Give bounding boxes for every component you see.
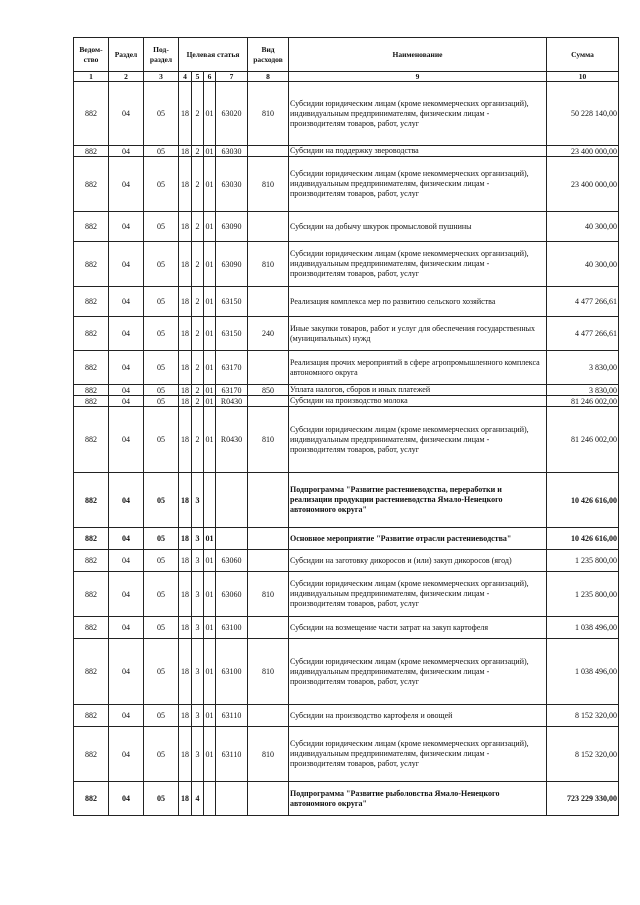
name-cell: Субсидии юридическим лицам (кроме некоммерческих организаций), индивидуальным предпринимателям, физическим лицам - производителям товаров, работ, услуг (289, 639, 547, 705)
header-vedomstvo: Ведом-ство (74, 38, 109, 72)
vedomstvo-cell: 882 (74, 473, 109, 528)
podrazdel-cell: 05 (144, 157, 179, 212)
vid-raskhodov-cell (248, 287, 289, 317)
table-row (74, 705, 619, 727)
podrazdel-cell: 05 (144, 82, 179, 146)
vedomstvo-cell: 882 (74, 212, 109, 242)
vid-raskhodov-cell: 810 (248, 82, 289, 146)
target-event-cell (204, 782, 216, 816)
table-row (74, 212, 619, 242)
name-cell: Субсидии на заготовку дикоросов и (или) закуп дикоросов (ягод) (289, 550, 547, 572)
target-program-cell: 18 (179, 351, 192, 385)
table-row (74, 146, 619, 157)
target-program-cell: 18 (179, 782, 192, 816)
podrazdel-cell: 05 (144, 242, 179, 287)
target-event-cell: 01 (204, 407, 216, 473)
podrazdel-cell: 05 (144, 317, 179, 351)
razdel-cell: 04 (109, 212, 144, 242)
razdel-cell: 04 (109, 639, 144, 705)
target-subprogram-cell: 2 (192, 146, 204, 157)
target-subprogram-cell: 2 (192, 242, 204, 287)
target-program-cell: 18 (179, 385, 192, 396)
vedomstvo-cell: 882 (74, 385, 109, 396)
vid-raskhodov-cell (248, 617, 289, 639)
name-cell: Субсидии юридическим лицам (кроме некоммерческих организаций), индивидуальным предпринимателям, физическим лицам - производителям товаров, работ, услуг (289, 407, 547, 473)
sum-cell: 3 830,00 (547, 351, 619, 385)
name-cell: Субсидии на производство молока (289, 396, 547, 407)
name-cell: Субсидии юридическим лицам (кроме некоммерческих организаций), индивидуальным предпринимателям, физическим лицам - производителям товаров, работ, услуг (289, 572, 547, 617)
target-event-cell: 01 (204, 82, 216, 146)
vid-raskhodov-cell: 810 (248, 727, 289, 782)
target-subprogram-cell: 2 (192, 212, 204, 242)
target-subprogram-cell: 2 (192, 385, 204, 396)
target-code-cell: 63110 (216, 705, 248, 727)
target-event-cell: 01 (204, 639, 216, 705)
target-program-cell: 18 (179, 705, 192, 727)
target-program-cell: 18 (179, 727, 192, 782)
target-subprogram-cell: 3 (192, 639, 204, 705)
razdel-cell: 04 (109, 157, 144, 212)
target-event-cell: 01 (204, 572, 216, 617)
vid-raskhodov-cell (248, 212, 289, 242)
table-row (74, 385, 619, 396)
razdel-cell: 04 (109, 242, 144, 287)
razdel-cell: 04 (109, 528, 144, 550)
target-subprogram-cell: 2 (192, 317, 204, 351)
col-number: 1 (74, 72, 109, 82)
razdel-cell: 04 (109, 572, 144, 617)
target-event-cell: 01 (204, 351, 216, 385)
podrazdel-cell: 05 (144, 782, 179, 816)
col-number: 7 (216, 72, 248, 82)
sum-cell: 723 229 330,00 (547, 782, 619, 816)
vid-raskhodov-cell (248, 528, 289, 550)
podrazdel-cell: 05 (144, 385, 179, 396)
table-row (74, 317, 619, 351)
target-code-cell: R0430 (216, 396, 248, 407)
razdel-cell: 04 (109, 727, 144, 782)
col-number: 2 (109, 72, 144, 82)
name-cell: Основное мероприятие "Развитие отрасли растениеводства" (289, 528, 547, 550)
sum-cell: 10 426 616,00 (547, 473, 619, 528)
razdel-cell: 04 (109, 407, 144, 473)
vedomstvo-cell: 882 (74, 157, 109, 212)
target-code-cell: 63090 (216, 212, 248, 242)
sum-cell: 23 400 000,00 (547, 146, 619, 157)
razdel-cell: 04 (109, 82, 144, 146)
vedomstvo-cell: 882 (74, 727, 109, 782)
table-row (74, 550, 619, 572)
name-cell: Субсидии юридическим лицам (кроме некоммерческих организаций), индивидуальным предпринимателям, физическим лицам - производителям товаров, работ, услуг (289, 242, 547, 287)
col-number: 4 (179, 72, 192, 82)
target-event-cell: 01 (205, 396, 214, 406)
podrazdel-cell: 05 (144, 639, 179, 705)
target-code-cell (216, 528, 248, 550)
table-row (74, 727, 619, 782)
header-name: Наименование (289, 38, 547, 72)
target-program-cell: 18 (179, 572, 192, 617)
name-cell: Субсидии юридическим лицам (кроме некоммерческих организаций), индивидуальным предпринимателям, физическим лицам - производителям товаров, работ, услуг (289, 82, 547, 146)
podrazdel-cell: 05 (144, 572, 179, 617)
budget-table (73, 37, 619, 816)
target-subprogram-cell: 3 (192, 550, 204, 572)
razdel-cell: 04 (109, 705, 144, 727)
podrazdel-cell: 05 (144, 528, 179, 550)
vid-raskhodov-cell: 810 (248, 572, 289, 617)
sum-cell: 40 300,00 (547, 242, 619, 287)
vedomstvo-cell: 882 (74, 317, 109, 351)
sum-cell: 1 235 800,00 (547, 550, 619, 572)
name-cell: Иные закупки товаров, работ и услуг для обеспечения государственных (муниципальных) нужд (289, 317, 547, 351)
sum-cell: 81 246 002,00 (547, 396, 619, 407)
table-body (74, 82, 619, 816)
name-cell: Субсидии юридическим лицам (кроме некоммерческих организаций), индивидуальным предпринимателям, физическим лицам - производителям товаров, работ, услуг (289, 157, 547, 212)
target-program-cell: 18 (179, 212, 192, 242)
sum-cell: 4 477 266,61 (547, 287, 619, 317)
target-event-cell: 01 (204, 528, 216, 550)
sum-cell: 1 038 496,00 (547, 639, 619, 705)
target-code-cell: 63170 (216, 351, 248, 385)
vedomstvo-cell: 882 (74, 528, 109, 550)
sum-cell: 50 228 140,00 (547, 82, 619, 146)
target-code-cell: 63020 (216, 82, 248, 146)
sum-cell: 1 235 800,00 (547, 572, 619, 617)
podrazdel-cell: 05 (144, 727, 179, 782)
sum-cell: 8 152 320,00 (547, 705, 619, 727)
name-cell: Реализация комплекса мер по развитию сельского хозяйства (289, 287, 547, 317)
vedomstvo-cell: 882 (74, 407, 109, 473)
target-subprogram-cell: 3 (192, 727, 204, 782)
target-event-cell: 01 (204, 617, 216, 639)
sum-cell: 4 477 266,61 (547, 317, 619, 351)
target-event-cell (204, 473, 216, 528)
podrazdel-cell: 05 (144, 705, 179, 727)
razdel-cell: 04 (109, 617, 144, 639)
razdel-cell: 04 (109, 146, 144, 157)
name-cell: Субсидии на производство картофеля и овощей (289, 705, 547, 727)
target-program-cell: 18 (179, 550, 192, 572)
col-number: 9 (289, 72, 547, 82)
sum-cell: 1 038 496,00 (547, 617, 619, 639)
target-code-cell: R0430 (216, 407, 248, 473)
target-event-cell: 01 (205, 146, 214, 156)
table-row (74, 639, 619, 705)
target-event-cell: 01 (204, 287, 216, 317)
name-cell: Реализация прочих мероприятий в сфере агропромышленного комплекса автономного округа (289, 351, 547, 385)
table-row (74, 407, 619, 473)
table-row (74, 157, 619, 212)
vedomstvo-cell: 882 (74, 82, 109, 146)
target-subprogram-cell: 2 (192, 407, 204, 473)
target-subprogram-cell: 4 (192, 782, 204, 816)
target-program-cell: 18 (179, 396, 192, 407)
razdel-cell: 04 (109, 473, 144, 528)
table-row (74, 396, 619, 407)
target-program-cell: 18 (179, 82, 192, 146)
col-number: 6 (204, 72, 216, 82)
podrazdel-cell: 05 (144, 287, 179, 317)
header-vid-raskhodov: Вид расходов (248, 38, 289, 72)
target-subprogram-cell: 3 (192, 617, 204, 639)
vedomstvo-cell: 882 (74, 146, 109, 157)
vid-raskhodov-cell (248, 705, 289, 727)
col-number: 10 (547, 72, 619, 82)
vid-raskhodov-cell (248, 550, 289, 572)
name-cell: Субсидии юридическим лицам (кроме некоммерческих организаций), индивидуальным предпринимателям, физическим лицам - производителям товаров, работ, услуг (289, 727, 547, 782)
target-program-cell: 18 (179, 242, 192, 287)
header-sum: Сумма (547, 38, 619, 72)
podrazdel-cell: 05 (144, 351, 179, 385)
vid-raskhodov-cell: 850 (248, 385, 289, 396)
target-program-cell: 18 (179, 317, 192, 351)
razdel-cell: 04 (109, 351, 144, 385)
header-target-article: Целевая статья (179, 38, 248, 72)
target-subprogram-cell: 2 (192, 82, 204, 146)
target-code-cell: 63170 (216, 385, 248, 396)
podrazdel-cell: 05 (144, 617, 179, 639)
header-row (74, 38, 619, 72)
podrazdel-cell: 05 (144, 396, 179, 407)
table-row (74, 351, 619, 385)
sum-cell: 81 246 002,00 (547, 407, 619, 473)
table-row (74, 287, 619, 317)
podrazdel-cell: 05 (144, 146, 179, 157)
table-row (74, 242, 619, 287)
target-subprogram-cell: 2 (192, 396, 204, 407)
target-code-cell: 63150 (216, 287, 248, 317)
target-event-cell: 01 (204, 242, 216, 287)
name-cell: Уплата налогов, сборов и иных платежей (289, 385, 547, 396)
target-code-cell: 63150 (216, 317, 248, 351)
razdel-cell: 04 (109, 782, 144, 816)
col-number: 5 (192, 72, 204, 82)
razdel-cell: 04 (109, 385, 144, 396)
target-program-cell: 18 (179, 157, 192, 212)
sum-cell: 3 830,00 (547, 385, 619, 396)
target-code-cell: 63060 (216, 550, 248, 572)
vid-raskhodov-cell (248, 782, 289, 816)
target-code-cell: 63110 (216, 727, 248, 782)
table-row (74, 82, 619, 146)
sum-cell: 8 152 320,00 (547, 727, 619, 782)
target-code-cell: 63100 (216, 617, 248, 639)
name-cell: Субсидии на поддержку звероводства (289, 146, 547, 157)
sum-cell: 40 300,00 (547, 212, 619, 242)
target-code-cell (216, 782, 248, 816)
vedomstvo-cell: 882 (74, 705, 109, 727)
target-program-cell: 18 (179, 528, 192, 550)
vid-raskhodov-cell: 810 (248, 407, 289, 473)
table-row (74, 572, 619, 617)
vedomstvo-cell: 882 (74, 782, 109, 816)
vid-raskhodov-cell: 810 (248, 157, 289, 212)
vedomstvo-cell: 882 (74, 351, 109, 385)
target-subprogram-cell: 3 (192, 528, 204, 550)
razdel-cell: 04 (109, 550, 144, 572)
target-code-cell: 63100 (216, 639, 248, 705)
target-code-cell: 63030 (216, 146, 248, 157)
vedomstvo-cell: 882 (74, 639, 109, 705)
header-razdel: Раздел (109, 38, 144, 72)
vid-raskhodov-cell (248, 351, 289, 385)
target-subprogram-cell: 3 (192, 473, 204, 528)
vid-raskhodov-cell: 240 (248, 317, 289, 351)
podrazdel-cell: 05 (144, 473, 179, 528)
header-podrazdel: Под-раздел (144, 38, 179, 72)
target-program-cell: 18 (179, 146, 192, 157)
target-program-cell: 18 (179, 407, 192, 473)
table-row (74, 473, 619, 528)
target-event-cell: 01 (204, 212, 216, 242)
target-event-cell: 01 (204, 157, 216, 212)
col-number: 3 (144, 72, 179, 82)
vedomstvo-cell: 882 (74, 572, 109, 617)
target-program-cell: 18 (179, 639, 192, 705)
vid-raskhodov-cell (248, 473, 289, 528)
target-code-cell: 63030 (216, 157, 248, 212)
podrazdel-cell: 05 (144, 550, 179, 572)
razdel-cell: 04 (109, 287, 144, 317)
table-row (74, 617, 619, 639)
column-number-row (74, 72, 619, 82)
vedomstvo-cell: 882 (74, 287, 109, 317)
name-cell: Подпрограмма "Развитие растениеводства, переработки и реализации продукции растениеводства Ямало-Ненецкого автономного округа" (289, 473, 547, 528)
vedomstvo-cell: 882 (74, 242, 109, 287)
name-cell: Субсидии на возмещение части затрат на закуп картофеля (289, 617, 547, 639)
vid-raskhodov-cell: 810 (248, 639, 289, 705)
target-subprogram-cell: 3 (192, 572, 204, 617)
vid-raskhodov-cell (248, 146, 289, 157)
target-event-cell: 01 (204, 705, 216, 727)
target-event-cell: 01 (204, 550, 216, 572)
vedomstvo-cell: 882 (74, 396, 109, 407)
target-subprogram-cell: 2 (192, 157, 204, 212)
vedomstvo-cell: 882 (74, 550, 109, 572)
col-number: 8 (248, 72, 289, 82)
target-event-cell: 01 (205, 385, 214, 395)
podrazdel-cell: 05 (144, 212, 179, 242)
vid-raskhodov-cell: 810 (248, 242, 289, 287)
vid-raskhodov-cell (248, 396, 289, 407)
target-program-cell: 18 (179, 473, 192, 528)
vedomstvo-cell: 882 (74, 617, 109, 639)
target-program-cell: 18 (179, 617, 192, 639)
sum-cell: 10 426 616,00 (547, 528, 619, 550)
target-code-cell: 63090 (216, 242, 248, 287)
target-event-cell: 01 (204, 317, 216, 351)
name-cell: Субсидии на добычу шкурок промысловой пушнины (289, 212, 547, 242)
table-row (74, 528, 619, 550)
target-subprogram-cell: 2 (192, 287, 204, 317)
target-code-cell: 63060 (216, 572, 248, 617)
razdel-cell: 04 (109, 317, 144, 351)
target-subprogram-cell: 2 (192, 351, 204, 385)
target-code-cell (216, 473, 248, 528)
target-event-cell: 01 (204, 727, 216, 782)
name-cell: Подпрограмма "Развитие рыболовства Ямало-Ненецкого автономного округа" (289, 782, 547, 816)
podrazdel-cell: 05 (144, 407, 179, 473)
target-subprogram-cell: 3 (192, 705, 204, 727)
target-program-cell: 18 (179, 287, 192, 317)
sum-cell: 23 400 000,00 (547, 157, 619, 212)
table-row (74, 782, 619, 816)
razdel-cell: 04 (109, 396, 144, 407)
